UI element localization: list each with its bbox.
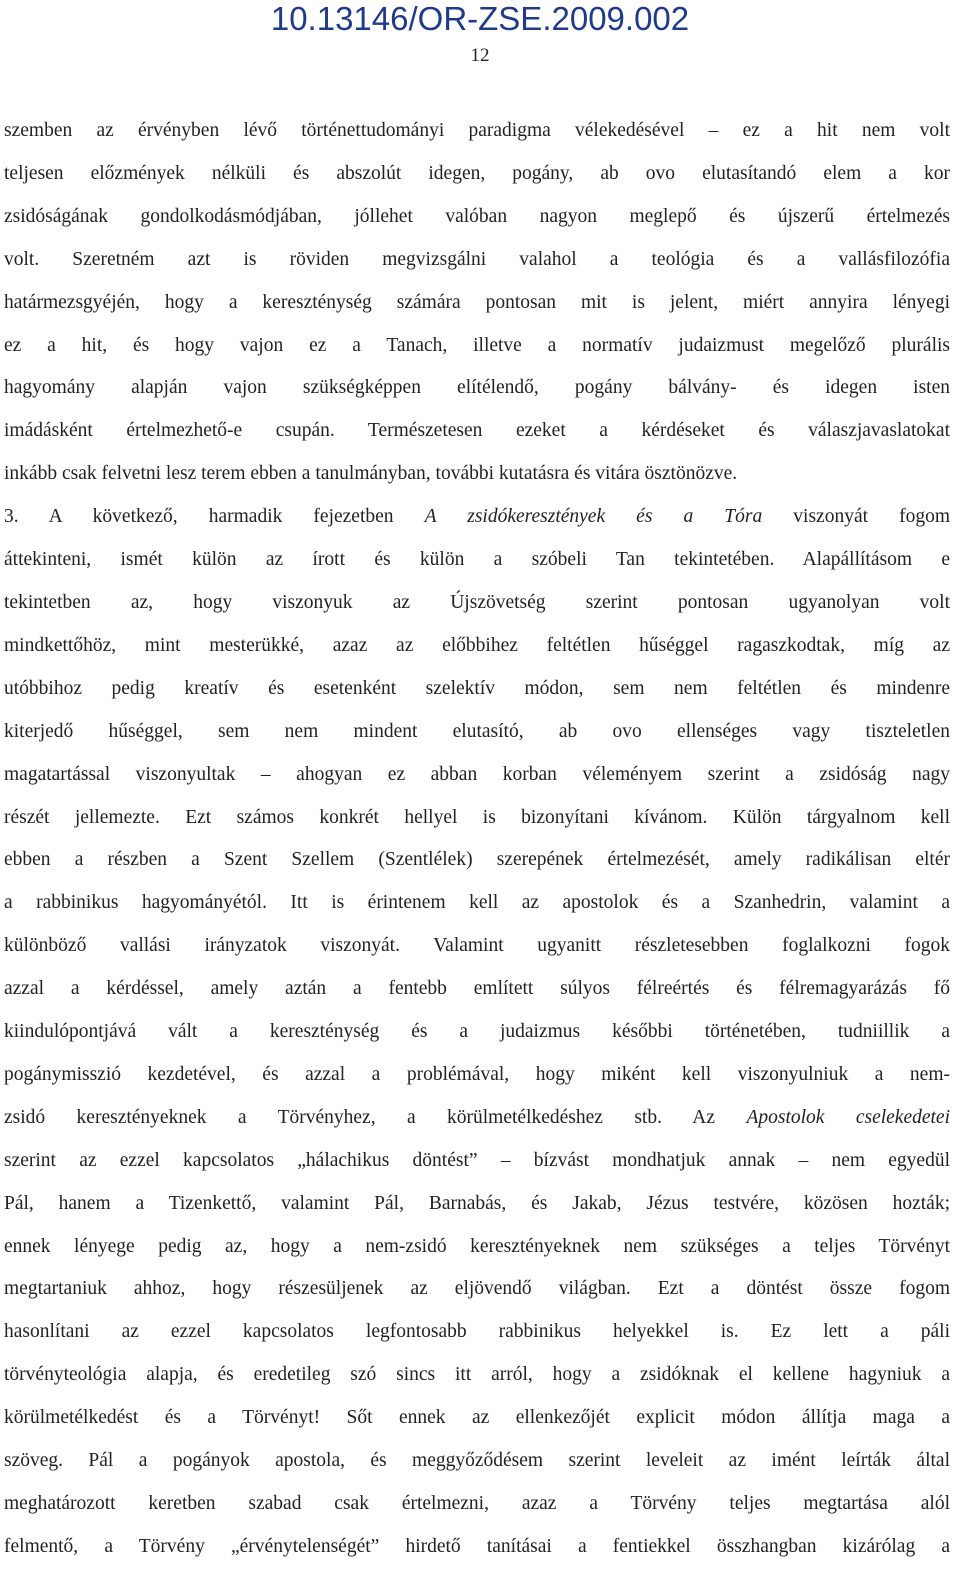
text-line: azzal a kérdéssel, amely aztán a fentebb említett súlyos félreértés és félremagyarázás fő bbox=[4, 978, 950, 1000]
text-line: határmezsgyéjén, hogy a kereszténység számára pontosan mit is jelent, miért annyira lényegi bbox=[4, 291, 950, 313]
text-line: ennek lényege pedig az, hogy a nem-zsidó keresztényeknek nem szükséges a teljes Törvényt bbox=[4, 1235, 950, 1257]
text-line: körülmetélkedést és a Törvényt! Sőt ennek az ellenkezőjét explicit módon állítja maga a bbox=[4, 1407, 950, 1429]
text-line: hagyomány alapján vajon szükségképpen elítélendő, pogány bálvány- és idegen isten bbox=[4, 377, 950, 399]
text-line: Pál, hanem a Tizenkettő, valamint Pál, Barnabás, és Jakab, Jézus testvére, közösen hozták; bbox=[4, 1192, 950, 1214]
text-line: imádásként értelmezhető-e csupán. Természetesen ezeket a kérdéseket és válaszjavaslatokat bbox=[4, 420, 950, 442]
text-line: meghatározott keretben szabad csak értelmezni, azaz a Törvény teljes megtartása alól bbox=[4, 1493, 950, 1514]
text-segment: zsidó keresztényeknek a Törvényhez, a körülmetélkedéshez stb. Az bbox=[4, 1106, 747, 1128]
paragraph bbox=[4, 110, 950, 496]
text-line: utóbbihoz pedig kreatív és esetenként szelektív módon, sem nem feltétlen és mindenre bbox=[4, 677, 950, 699]
doi-header: 10.13146/OR-ZSE.2009.002 bbox=[270, 0, 690, 37]
text-line: részét jellemezte. Ezt számos konkrét hellyel is bizonyítani kívánom. Külön tárgyalnom kell bbox=[4, 806, 950, 828]
text-line: ebben a részben a Szent Szellem (Szentlélek) szerepének értelmezését, amely radikálisan eltér bbox=[4, 849, 950, 871]
text-line: törvényteológia alapja, és eredetileg szó sincs itt arról, hogy a zsidóknak el kellene hagyniuk a bbox=[4, 1364, 950, 1386]
text-line: felmentő, a Törvény „érvénytelenségét” hirdető tanításai a fentiekkel összhangban kizárólag a bbox=[4, 1535, 950, 1557]
text-line bbox=[4, 496, 950, 539]
text-line: a rabbinikus hagyományétól. Itt is érintenem kell az apostolok és a Szanhedrin, valamint a bbox=[4, 892, 950, 914]
text-line: zsidóságának gondolkodásmódjában, jóllehet valóban nagyon meglepő és újszerű értelmezés bbox=[4, 205, 950, 227]
paragraph bbox=[4, 496, 950, 1569]
text-line: kiterjedő hűséggel, sem nem mindent elutasító, ab ovo ellenséges vagy tiszteletlen bbox=[4, 720, 950, 742]
text-line: tekintetben az, hogy viszonyuk az Újszövetség szerint pontosan ugyanolyan volt bbox=[4, 591, 950, 613]
text-line: magatartással viszonyultak – ahogyan ez abban korban véleményem szerint a zsidóság nagy bbox=[4, 763, 950, 785]
italic-title: Apostolok cselekedetei bbox=[746, 1106, 950, 1128]
text-line: áttekinteni, ismét külön az írott és külön a szóbeli Tan tekintetében. Alapállításom e bbox=[4, 549, 950, 571]
text-line: mindkettőhöz, mint mesterükké, azaz az előbbihez feltétlen hűséggel ragaszkodtak, míg az bbox=[4, 634, 950, 656]
italic-title: A zsidókeresztények és a Tóra bbox=[424, 506, 763, 528]
text-line: szerint az ezzel kapcsolatos „hálachikus döntést” – bízvást mondhatjuk annak – nem egyedül bbox=[4, 1149, 950, 1171]
text-line: teljesen előzmények nélküli és abszolút idegen, pogány, ab ovo elutasítandó elem a kor bbox=[4, 162, 950, 184]
text-segment: 3. A következő, harmadik fejezetben bbox=[4, 506, 425, 528]
text-line: pogánymisszió kezdetével, és azzal a problémával, hogy miként kell viszonyulniuk a nem- bbox=[4, 1063, 950, 1085]
text-line: különböző vallási irányzatok viszonyát. Valamint ugyanitt részletesebben foglalkozni fogok bbox=[4, 935, 950, 957]
text-line: hasonlítani az ezzel kapcsolatos legfontosabb rabbinikus helyekkel is. Ez lett a páli bbox=[4, 1321, 950, 1343]
text-line: megtartaniuk ahhoz, hogy részesüljenek az eljövendő világban. Ezt a döntést össze fogom bbox=[4, 1278, 950, 1300]
text-line bbox=[4, 1097, 950, 1140]
text-segment: viszonyát fogom bbox=[762, 506, 950, 528]
text-line: szemben az érvényben lévő történettudományi paradigma vélekedésével – ez a hit nem volt bbox=[4, 120, 950, 141]
text-line: inkább csak felvetni lesz terem ebben a tanulmányban, további kutatásra és vitára ösztönözve. bbox=[4, 463, 738, 485]
text-line: volt. Szeretném azt is röviden megvizsgálni valahol a teológia és a vallásfilozófia bbox=[4, 248, 950, 270]
body-text bbox=[4, 110, 950, 1569]
text-line: szöveg. Pál a pogányok apostola, és meggyőződésem szerint leveleit az imént leírták által bbox=[4, 1450, 950, 1472]
text-line: kiindulópontjává vált a kereszténység és a judaizmus későbbi történetében, tudniillik a bbox=[4, 1021, 950, 1043]
page-number: 12 bbox=[470, 45, 490, 66]
text-line: ez a hit, és hogy vajon ez a Tanach, illetve a normatív judaizmust megelőző plurális bbox=[4, 334, 950, 356]
